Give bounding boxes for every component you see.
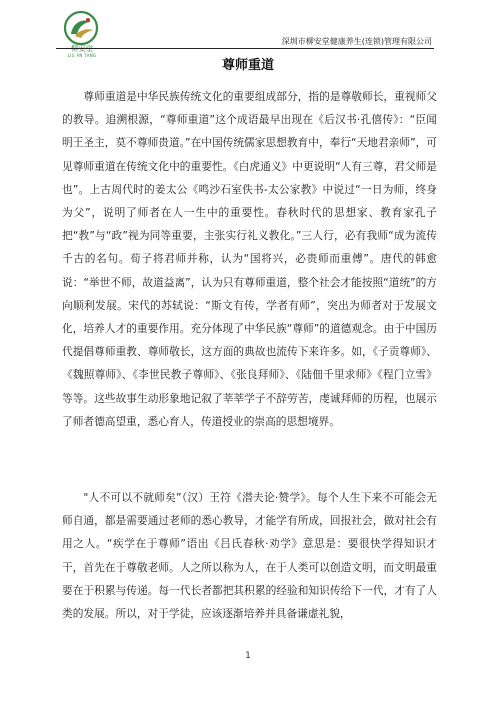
document-title: 尊师重道 (221, 58, 274, 73)
logo-pinyin: LIU AN TANG (67, 53, 97, 58)
body-paragraph-2 (62, 486, 437, 625)
page-number: 1 (245, 651, 251, 661)
logo-text: 柳安堂 (70, 44, 94, 53)
body-paragraph-1 (62, 85, 437, 433)
company-name: 深圳市柳安堂健康养生(连锁)管理有限公司 (281, 37, 432, 46)
paragraph-text: 尊师重道是中华民族传统文化的重要组成部分，指的是尊敬师长，重视师父的教导。追溯根源，“尊师重道”这个成语最早出现在《后汉书·孔僖传》：“臣闻明王圣主，莫不尊师贵道。”在中国传统儒家思想教育中，奉行“天地君亲师”，可见尊师重道在传统文化中的重要性。《白虎通义》中更说明“人有三尊，君父师是也”。上古周代时的姜太公《鸣沙石室佚书-太公家教》中说过“一日为师，终身为父”，说明了师者在人一生中的重要性。春秋时代的思想家、教育家孔子把“教”与“政”视为同等重要，主张实行礼义教化。”三人行，必有我师“成为流传千古的名句。荀子将君师并称，认为“国将兴，必贵师而重傅”。唐代的韩愈说：“举世不师，故道益离”，认为只有尊师重道，整个社会才能按照“道统”的方向顺利发展。宋代的苏轼说：“斯文有传，学者有师”，突出为师者对于发展文化，培养人才的重要作用。充分体现了中华民族“尊师”的道德观念。由于中国历代提倡尊师重教、尊师敬长，这方面的典故也流传下来许多。如，《子贡尊师》、《魏照尊师》、《李世民教子尊师》、《张良拜师》、《陆佃千里求师》《程门立雪》等等。这些故事生动形象地记叙了莘莘学子不辞劳苦，虔诚拜师的历程，也展示了师者德高望重，悉心育人，传道授业的崇高的思想境界。 (62, 90, 437, 428)
paragraph-text: "人不可以不就师矣”（汉）王符《潜夫论·赞学》。每个人生下来不可能会无师自通，都是需要通过老师的悉心教导，才能学有所成，回报社会，做对社会有用之人。“疾学在于尊师”语出《吕氏春秋·劝学》意思是：要很快学得知识才干，首先在于尊敬老师。人之所以称为人，在于人类可以创造文明，而文明最重要在于积累与传递。每一代长者都把其积累的经验和知识传给下一代，才有了人类的发展。所以，对于学徒，应该逐渐培养并具备谦虚礼貌， (62, 491, 437, 621)
header-divider (56, 48, 434, 49)
crane-logo-icon (59, 10, 103, 46)
